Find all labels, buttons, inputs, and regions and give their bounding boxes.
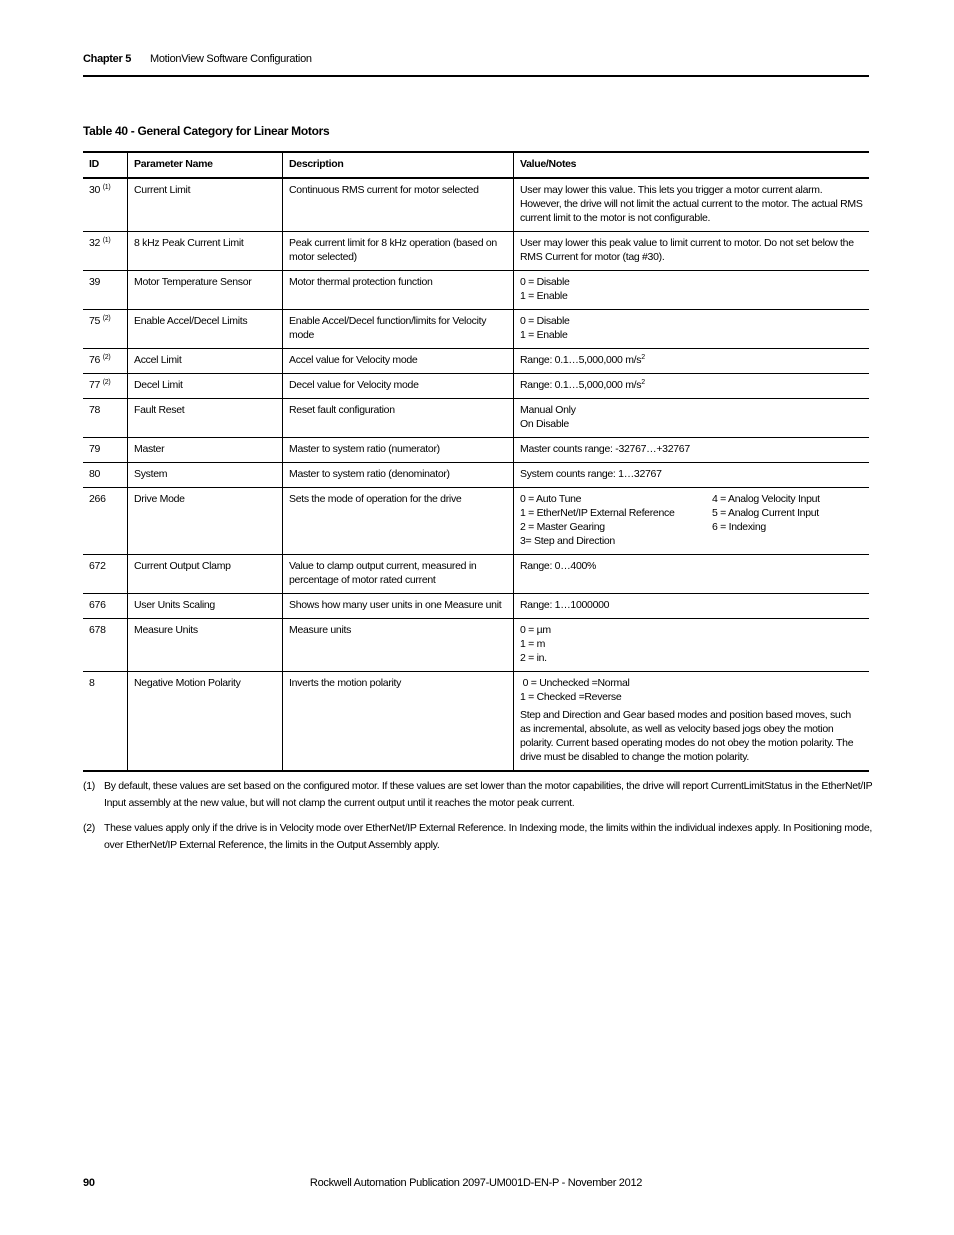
value-line: User may lower this peak value to limit current to motor. Do not set below the RMS Current for motor (tag #30). — [520, 237, 857, 263]
param-id-cell — [83, 594, 128, 619]
value-line: Range: 0…400% — [520, 560, 597, 572]
param-value-notes — [514, 399, 870, 438]
footnote-number: (2) — [83, 822, 95, 834]
value-line: 5 = Analog Current Input — [712, 507, 819, 519]
value-line: Range: 0.1…5,000,000 m/s — [520, 354, 642, 366]
footnote-number: (1) — [83, 780, 95, 792]
param-name: Measure Units — [128, 619, 283, 672]
value-line: 6 = Indexing — [712, 521, 766, 533]
param-value-notes — [514, 310, 870, 349]
param-description: Master to system ratio (numerator) — [283, 438, 514, 463]
table-row — [83, 349, 869, 374]
param-description: Continuous RMS current for motor selected — [283, 178, 514, 232]
value-line: Master counts range: -32767…+32767 — [520, 443, 690, 455]
value-line: 1 = m — [520, 638, 546, 650]
table-row — [83, 594, 869, 619]
table-row — [83, 438, 869, 463]
value-line: 3= Step and Direction — [520, 535, 615, 547]
footnote-ref: (2) — [102, 315, 111, 322]
param-name: Current Limit — [128, 178, 283, 232]
param-id: 39 — [89, 276, 101, 288]
param-id: 672 — [89, 560, 106, 572]
footnotes — [83, 778, 873, 862]
value-line: Range: 1…1000000 — [520, 599, 610, 611]
section-title: MotionView Software Configuration — [150, 53, 312, 65]
table-row — [83, 463, 869, 488]
param-name: User Units Scaling — [128, 594, 283, 619]
footnote — [83, 820, 873, 854]
param-name: Master — [128, 438, 283, 463]
value-line: 0 = Unchecked =Normal — [520, 677, 630, 689]
param-description: Measure units — [283, 619, 514, 672]
table-row — [83, 232, 869, 271]
param-value-notes — [514, 619, 870, 672]
param-id: 78 — [89, 404, 101, 416]
param-id-cell — [83, 310, 128, 349]
param-name: System — [128, 463, 283, 488]
param-name: Current Output Clamp — [128, 555, 283, 594]
footnote-ref: (1) — [102, 184, 111, 191]
param-name: Decel Limit — [128, 374, 283, 399]
chapter-label: Chapter 5 — [83, 53, 132, 65]
param-id: 30 — [89, 184, 101, 196]
value-line: 1 = Enable — [520, 290, 568, 302]
param-value-notes — [514, 178, 870, 232]
param-value-notes — [514, 488, 870, 555]
param-id: 32 — [89, 237, 101, 249]
table-row — [83, 399, 869, 438]
param-name: 8 kHz Peak Current Limit — [128, 232, 283, 271]
table-body — [83, 178, 869, 771]
value-line: Range: 0.1…5,000,000 m/s — [520, 379, 642, 391]
param-name: Drive Mode — [128, 488, 283, 555]
value-line: System counts range: 1…32767 — [520, 468, 662, 480]
param-id-cell — [83, 399, 128, 438]
param-id-cell — [83, 672, 128, 772]
value-line: 0 = Disable — [520, 276, 570, 288]
param-description: Master to system ratio (denominator) — [283, 463, 514, 488]
param-id-cell — [83, 463, 128, 488]
param-id: 266 — [89, 493, 106, 505]
footnote-ref: (2) — [102, 379, 111, 386]
value-line: 0 = Auto Tune — [520, 493, 582, 505]
param-value-notes — [514, 271, 870, 310]
table-row — [83, 310, 869, 349]
param-name: Negative Motion Polarity — [128, 672, 283, 772]
value-line: 1 = EtherNet/IP External Reference — [520, 507, 675, 519]
param-id-cell — [83, 271, 128, 310]
value-line: 2 = Master Gearing — [520, 521, 605, 533]
page-header — [83, 53, 869, 77]
footnote — [83, 778, 873, 812]
param-value-notes — [514, 463, 870, 488]
table-caption: Table 40 - General Category for Linear Motors — [83, 124, 330, 138]
value-line: On Disable — [520, 418, 569, 430]
param-description: Reset fault configuration — [283, 399, 514, 438]
footnote-text: By default, these values are set based on the configured motor. If these values are set lower than the motor capabilities, the drive will report CurrentLimitStatus in the EtherNet/IP Input assembly at the new value, but will not clamp the current output until it reaches the motor peak current. — [104, 780, 873, 809]
param-id: 80 — [89, 468, 101, 480]
param-id-cell — [83, 349, 128, 374]
param-description: Decel value for Velocity mode — [283, 374, 514, 399]
footnote-ref: (2) — [102, 354, 111, 361]
table-row — [83, 555, 869, 594]
table-row — [83, 488, 869, 555]
param-name: Fault Reset — [128, 399, 283, 438]
unit-exponent: 2 — [641, 379, 645, 386]
param-id-cell — [83, 178, 128, 232]
column-header-name: Parameter Name — [128, 152, 283, 178]
param-name: Motor Temperature Sensor — [128, 271, 283, 310]
param-id: 678 — [89, 624, 106, 636]
footnote-ref: (1) — [102, 237, 111, 244]
param-id-cell — [83, 488, 128, 555]
param-id-cell — [83, 619, 128, 672]
publication-info: Rockwell Automation Publication 2097-UM001D-EN-P - November 2012 — [309, 1177, 643, 1189]
table-row — [83, 374, 869, 399]
param-id: 79 — [89, 443, 101, 455]
value-line: 4 = Analog Velocity Input — [712, 493, 820, 505]
table-row — [83, 178, 869, 232]
param-id-cell — [83, 374, 128, 399]
param-id: 77 — [89, 379, 101, 391]
value-line: User may lower this value. This lets you trigger a motor current alarm. However, the drive will not limit the actual current to the motor. The actual RMS current limit to the motor is not configurable. — [520, 184, 866, 224]
param-description: Motor thermal protection function — [283, 271, 514, 310]
param-value-notes — [514, 438, 870, 463]
param-value-notes — [514, 594, 870, 619]
param-description: Value to clamp output current, measured in percentage of motor rated current — [283, 555, 514, 594]
param-id: 8 — [89, 677, 95, 689]
param-id: 676 — [89, 599, 106, 611]
table-row — [83, 672, 869, 772]
param-id-cell — [83, 555, 128, 594]
param-value-notes — [514, 672, 870, 772]
param-description: Enable Accel/Decel function/limits for Velocity mode — [283, 310, 514, 349]
param-id-cell — [83, 232, 128, 271]
param-description: Sets the mode of operation for the drive — [283, 488, 514, 555]
value-line: 1 = Enable — [520, 329, 568, 341]
value-line: 2 = in. — [520, 652, 547, 664]
param-description: Peak current limit for 8 kHz operation (based on motor selected) — [283, 232, 514, 271]
column-header-value: Value/Notes — [514, 152, 870, 178]
unit-exponent: 2 — [641, 354, 645, 361]
param-id-cell — [83, 438, 128, 463]
param-value-notes — [514, 232, 870, 271]
table-row — [83, 271, 869, 310]
parameter-table — [83, 151, 869, 772]
table-row — [83, 619, 869, 672]
page-number: 90 — [83, 1177, 95, 1189]
param-id: 75 — [89, 315, 101, 327]
param-value-notes — [514, 374, 870, 399]
value-line: Manual Only — [520, 404, 576, 416]
param-description: Shows how many user units in one Measure unit — [283, 594, 514, 619]
value-line: 0 = µm — [520, 624, 551, 636]
value-line: 1 = Checked =Reverse — [520, 691, 622, 703]
table-header-row — [83, 152, 869, 178]
param-name: Accel Limit — [128, 349, 283, 374]
value-note: Step and Direction and Gear based modes and position based moves, such as incremental, absolute, as well as velocity based jogs obey the motion polarity. Current based operating modes do not obey the motion polarity. The drive must be disabled to change the motion polarity. — [520, 709, 854, 763]
param-name: Enable Accel/Decel Limits — [128, 310, 283, 349]
value-line: 0 = Disable — [520, 315, 570, 327]
param-id: 76 — [89, 354, 101, 366]
param-value-notes — [514, 349, 870, 374]
column-header-description: Description — [283, 152, 514, 178]
column-header-id: ID — [83, 152, 128, 178]
param-value-notes — [514, 555, 870, 594]
footnote-text: These values apply only if the drive is in Velocity mode over EtherNet/IP External Reference. In Indexing mode, the limits within the individual indexes apply. In Positioning mode, over EtherNet/IP External Reference, the limits in the Output Assembly apply. — [104, 822, 872, 851]
param-description: Inverts the motion polarity — [283, 672, 514, 772]
param-description: Accel value for Velocity mode — [283, 349, 514, 374]
